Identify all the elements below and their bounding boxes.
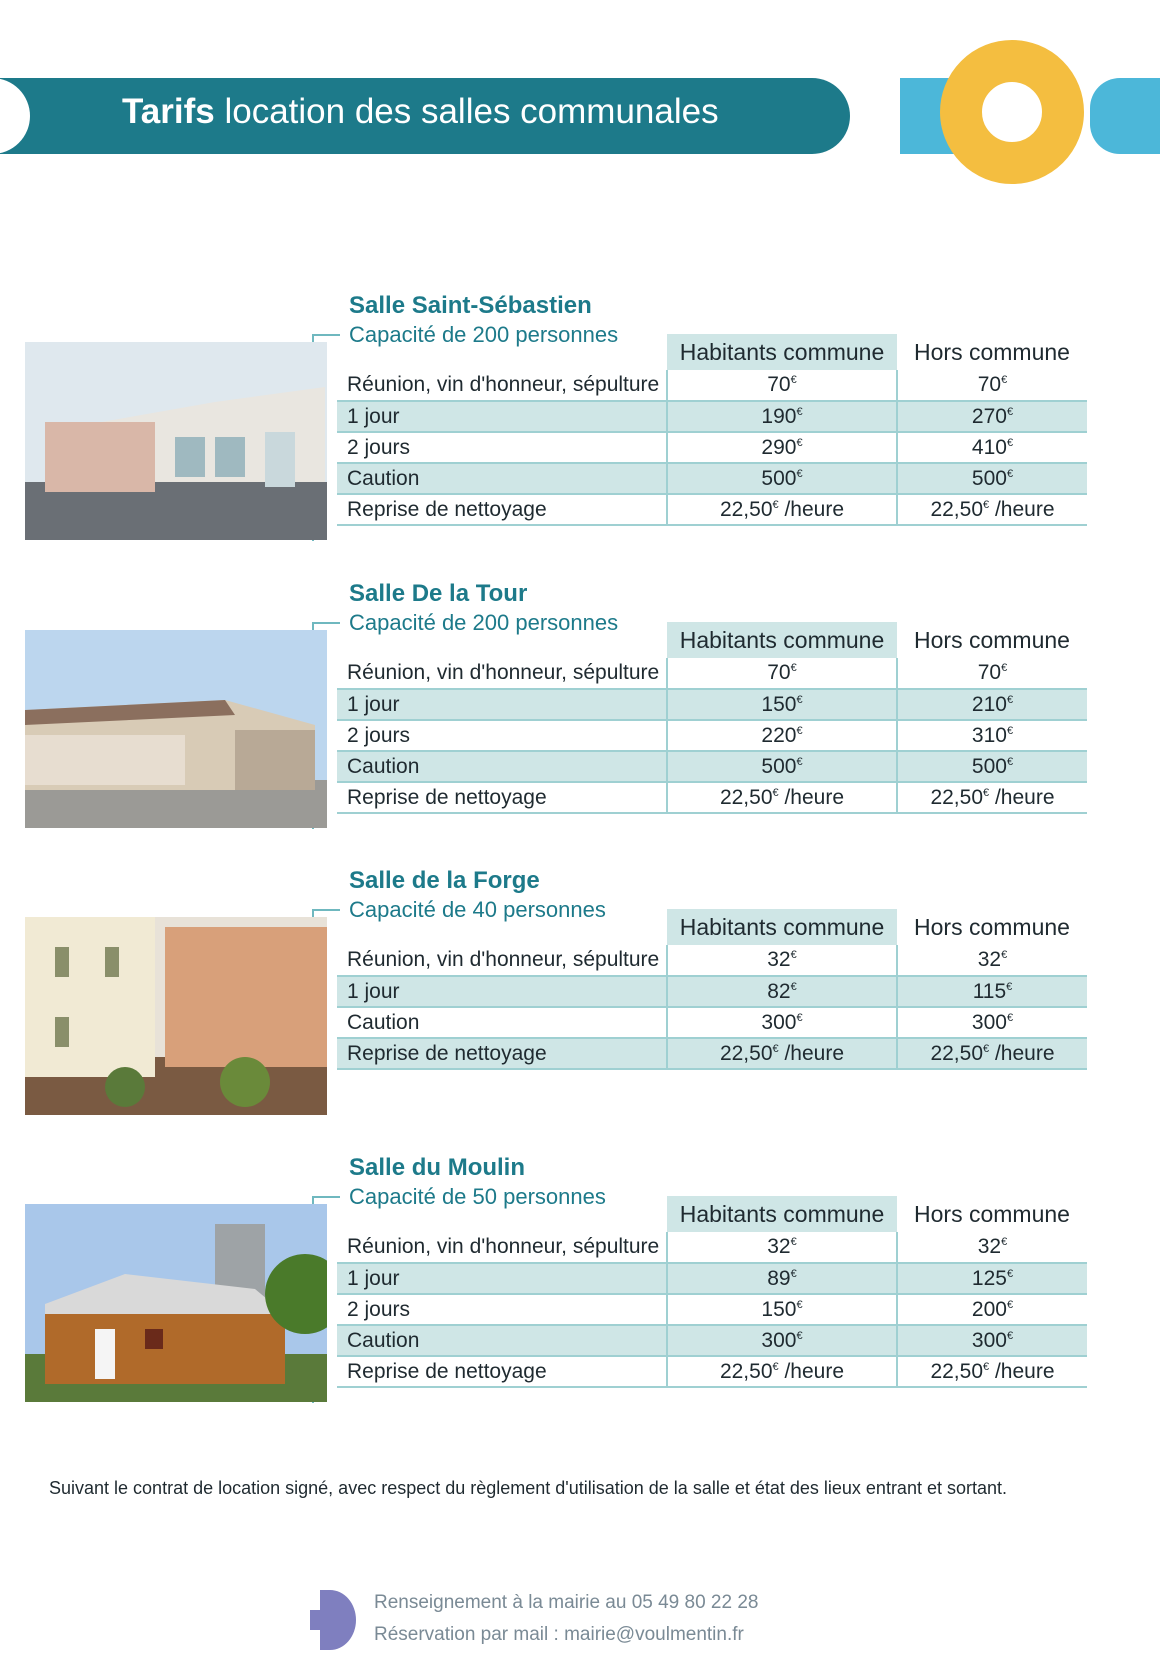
- table-row: [337, 370, 1087, 401]
- price-hors: [897, 1356, 1087, 1387]
- price-value: 32: [767, 948, 791, 971]
- table-row: [337, 1263, 1087, 1294]
- salle-section: [0, 845, 1160, 1115]
- title-rest: location des salles communales: [224, 92, 719, 131]
- price-habitants: [667, 1294, 897, 1325]
- table-header-row: [337, 909, 1087, 945]
- price-hors: [897, 1007, 1087, 1038]
- price-hors: [897, 1263, 1087, 1294]
- tariff-table: [337, 1196, 1087, 1388]
- currency-symbol: €: [1006, 1267, 1014, 1280]
- table-row: [337, 782, 1087, 813]
- salle-photo: [25, 917, 327, 1115]
- price-value: 70: [767, 373, 791, 396]
- price-value: 22,50: [930, 497, 984, 521]
- table-row: [337, 689, 1087, 720]
- info-icon: [310, 1590, 362, 1650]
- tariff-table: [337, 622, 1087, 814]
- footer-note: Suivant le contrat de location signé, avec respect du règlement d'utilisation de la salle et état des lieux entrant et sortant.: [49, 1478, 1007, 1498]
- salle-name: Salle Saint-Sébastien: [349, 292, 592, 319]
- price-value: 210: [971, 692, 1007, 716]
- currency-symbol: €: [796, 693, 803, 706]
- price-value: 410: [971, 435, 1007, 459]
- tariff-table: [337, 334, 1087, 526]
- price-suffix: /heure: [778, 497, 845, 521]
- price-value: 500: [971, 466, 1007, 490]
- title-bold: Tarifs: [122, 92, 215, 131]
- contact-email: Réservation par mail : mairie@voulmentin.fr: [374, 1624, 744, 1645]
- price-value: 70: [977, 373, 1002, 396]
- table-row: [337, 1356, 1087, 1387]
- table-row: [337, 1232, 1087, 1263]
- price-habitants: [667, 1038, 897, 1069]
- salle-name: Salle De la Tour: [349, 580, 528, 607]
- header-hors: Hors commune: [897, 334, 1087, 370]
- price-suffix: /heure: [778, 1359, 845, 1383]
- price-habitants: [667, 494, 897, 525]
- header-hors: Hors commune: [897, 622, 1087, 658]
- currency-symbol: €: [796, 467, 803, 480]
- header-blank: [337, 909, 667, 945]
- currency-symbol: €: [1006, 980, 1013, 993]
- price-hors: [897, 751, 1087, 782]
- price-suffix: /heure: [989, 497, 1055, 521]
- table-row: [337, 945, 1087, 976]
- header-habitants: Habitants commune: [667, 1196, 897, 1232]
- price-value: 300: [971, 1010, 1007, 1034]
- currency-symbol: €: [983, 1360, 990, 1373]
- row-label: Caution: [337, 751, 667, 782]
- salle-capacity: Capacité de 50 personnes: [349, 1184, 606, 1209]
- currency-symbol: €: [790, 980, 797, 993]
- price-hors: [897, 1294, 1087, 1325]
- currency-symbol: €: [790, 1267, 797, 1280]
- header-blank: [337, 1196, 667, 1232]
- price-habitants: [667, 463, 897, 494]
- row-label: 1 jour: [337, 1263, 667, 1294]
- salle-name: Salle de la Forge: [349, 867, 540, 894]
- row-label: 1 jour: [337, 976, 667, 1007]
- price-value: 115: [972, 979, 1007, 1003]
- salle-photo: [25, 342, 327, 540]
- price-hors: [897, 1325, 1087, 1356]
- price-hors: [897, 720, 1087, 751]
- price-value: 500: [971, 754, 1007, 778]
- price-habitants: [667, 1232, 897, 1263]
- row-label: Reprise de nettoyage: [337, 1038, 667, 1069]
- price-value: 300: [761, 1328, 797, 1352]
- price-habitants: [667, 976, 897, 1007]
- currency-symbol: €: [1001, 374, 1008, 386]
- price-value: 32: [977, 948, 1002, 971]
- header-blank: [337, 334, 667, 370]
- row-label: Reprise de nettoyage: [337, 1356, 667, 1387]
- currency-symbol: €: [796, 1298, 803, 1311]
- currency-symbol: €: [1006, 1011, 1014, 1024]
- currency-symbol: €: [772, 1042, 779, 1055]
- salle-photo: [25, 1204, 327, 1402]
- table-header-row: [337, 1196, 1087, 1232]
- price-value: 500: [761, 466, 797, 490]
- row-label: 2 jours: [337, 432, 667, 463]
- price-habitants: [667, 751, 897, 782]
- price-suffix: /heure: [989, 1041, 1055, 1065]
- table-row: [337, 401, 1087, 432]
- price-value: 150: [761, 692, 797, 716]
- price-habitants: [667, 370, 897, 401]
- price-hors: [897, 1038, 1087, 1069]
- table-row: [337, 432, 1087, 463]
- salle-section: [0, 1132, 1160, 1402]
- currency-symbol: €: [1001, 1236, 1008, 1248]
- row-label: Réunion, vin d'honneur, sépulture: [337, 945, 667, 976]
- price-value: 22,50: [719, 1041, 773, 1065]
- price-value: 32: [767, 1235, 791, 1258]
- table-header-row: [337, 622, 1087, 658]
- currency-symbol: €: [1006, 724, 1014, 737]
- price-value: 22,50: [930, 1041, 984, 1065]
- price-value: 500: [761, 754, 797, 778]
- row-label: 1 jour: [337, 401, 667, 432]
- currency-symbol: €: [1001, 949, 1008, 961]
- contact-phone: Renseignement à la mairie au 05 49 80 22 28: [374, 1592, 759, 1613]
- header-ring-decoration: [940, 40, 1084, 184]
- price-hors: [897, 782, 1087, 813]
- row-label: 2 jours: [337, 720, 667, 751]
- salle-section: [0, 270, 1160, 540]
- row-label: Caution: [337, 1325, 667, 1356]
- currency-symbol: €: [983, 498, 990, 511]
- table-row: [337, 658, 1087, 689]
- salle-name: Salle du Moulin: [349, 1154, 526, 1181]
- row-label: 1 jour: [337, 689, 667, 720]
- currency-symbol: €: [790, 1236, 797, 1248]
- price-hors: [897, 463, 1087, 494]
- price-value: 300: [761, 1010, 797, 1034]
- currency-symbol: €: [983, 1042, 990, 1055]
- currency-symbol: €: [790, 949, 797, 961]
- row-label: Réunion, vin d'honneur, sépulture: [337, 658, 667, 689]
- price-suffix: /heure: [778, 785, 845, 809]
- currency-symbol: €: [796, 755, 803, 768]
- price-value: 300: [971, 1328, 1007, 1352]
- price-value: 22,50: [719, 497, 773, 521]
- price-value: 70: [767, 661, 791, 684]
- row-label: Réunion, vin d'honneur, sépulture: [337, 1232, 667, 1263]
- price-habitants: [667, 1007, 897, 1038]
- salle-capacity: Capacité de 200 personnes: [349, 322, 619, 347]
- price-value: 200: [971, 1297, 1007, 1321]
- price-hors: [897, 1232, 1087, 1263]
- table-row: [337, 494, 1087, 525]
- currency-symbol: €: [796, 724, 803, 737]
- salle-photo: [25, 630, 327, 828]
- price-hors: [897, 658, 1087, 689]
- price-value: 22,50: [930, 1359, 984, 1383]
- currency-symbol: €: [790, 662, 797, 674]
- price-hors: [897, 976, 1087, 1007]
- price-value: 82: [767, 979, 791, 1003]
- table-header-row: [337, 334, 1087, 370]
- header-habitants: Habitants commune: [667, 909, 897, 945]
- salle-capacity: Capacité de 200 personnes: [349, 610, 619, 635]
- row-label: Reprise de nettoyage: [337, 782, 667, 813]
- price-hors: [897, 689, 1087, 720]
- currency-symbol: €: [983, 786, 990, 799]
- row-label: 2 jours: [337, 1294, 667, 1325]
- table-row: [337, 1038, 1087, 1069]
- price-habitants: [667, 689, 897, 720]
- currency-symbol: €: [1006, 467, 1014, 480]
- currency-symbol: €: [1006, 1298, 1014, 1311]
- page-header: [0, 0, 1160, 200]
- price-value: 22,50: [719, 1359, 773, 1383]
- price-hors: [897, 432, 1087, 463]
- price-suffix: /heure: [778, 1041, 845, 1065]
- header-habitants: Habitants commune: [667, 622, 897, 658]
- price-habitants: [667, 401, 897, 432]
- currency-symbol: €: [1006, 1329, 1014, 1342]
- price-value: 22,50: [930, 785, 984, 809]
- price-value: 125: [971, 1266, 1007, 1290]
- header-habitants: Habitants commune: [667, 334, 897, 370]
- price-habitants: [667, 658, 897, 689]
- table-row: [337, 1007, 1087, 1038]
- table-row: [337, 976, 1087, 1007]
- salle-section: [0, 558, 1160, 828]
- row-label: Caution: [337, 463, 667, 494]
- currency-symbol: €: [1006, 755, 1014, 768]
- price-value: 70: [977, 661, 1002, 684]
- row-label: Caution: [337, 1007, 667, 1038]
- price-value: 89: [767, 1266, 791, 1290]
- currency-symbol: €: [772, 786, 779, 799]
- currency-symbol: €: [790, 374, 797, 386]
- price-hors: [897, 370, 1087, 401]
- table-row: [337, 720, 1087, 751]
- price-habitants: [667, 1356, 897, 1387]
- price-value: 32: [977, 1235, 1002, 1258]
- table-row: [337, 463, 1087, 494]
- currency-symbol: €: [772, 498, 779, 511]
- currency-symbol: €: [1006, 436, 1014, 449]
- table-row: [337, 751, 1087, 782]
- price-value: 22,50: [719, 785, 773, 809]
- row-label: Reprise de nettoyage: [337, 494, 667, 525]
- currency-symbol: €: [796, 1011, 803, 1024]
- price-hors: [897, 494, 1087, 525]
- price-value: 310: [971, 723, 1007, 747]
- price-habitants: [667, 720, 897, 751]
- currency-symbol: €: [1001, 662, 1008, 674]
- price-habitants: [667, 432, 897, 463]
- price-habitants: [667, 782, 897, 813]
- price-value: 150: [761, 1297, 797, 1321]
- price-habitants: [667, 1263, 897, 1294]
- currency-symbol: €: [796, 1329, 803, 1342]
- row-label: Réunion, vin d'honneur, sépulture: [337, 370, 667, 401]
- price-habitants: [667, 945, 897, 976]
- table-row: [337, 1294, 1087, 1325]
- currency-symbol: €: [1006, 693, 1014, 706]
- currency-symbol: €: [796, 436, 803, 449]
- price-value: 270: [971, 404, 1007, 428]
- price-hors: [897, 945, 1087, 976]
- header-hors: Hors commune: [897, 909, 1087, 945]
- price-suffix: /heure: [989, 785, 1055, 809]
- header-hors: Hors commune: [897, 1196, 1087, 1232]
- price-value: 220: [761, 723, 797, 747]
- salle-capacity: Capacité de 40 personnes: [349, 897, 606, 922]
- tariff-table: [337, 909, 1087, 1070]
- price-value: 290: [761, 435, 797, 459]
- header-decoration-bar: [1090, 78, 1160, 154]
- table-row: [337, 1325, 1087, 1356]
- header-blank: [337, 622, 667, 658]
- currency-symbol: €: [796, 405, 803, 418]
- price-suffix: /heure: [989, 1359, 1055, 1383]
- price-hors: [897, 401, 1087, 432]
- page-title: [122, 92, 719, 132]
- currency-symbol: €: [772, 1360, 779, 1373]
- price-habitants: [667, 1325, 897, 1356]
- price-value: 190: [761, 404, 797, 428]
- currency-symbol: €: [1006, 405, 1014, 418]
